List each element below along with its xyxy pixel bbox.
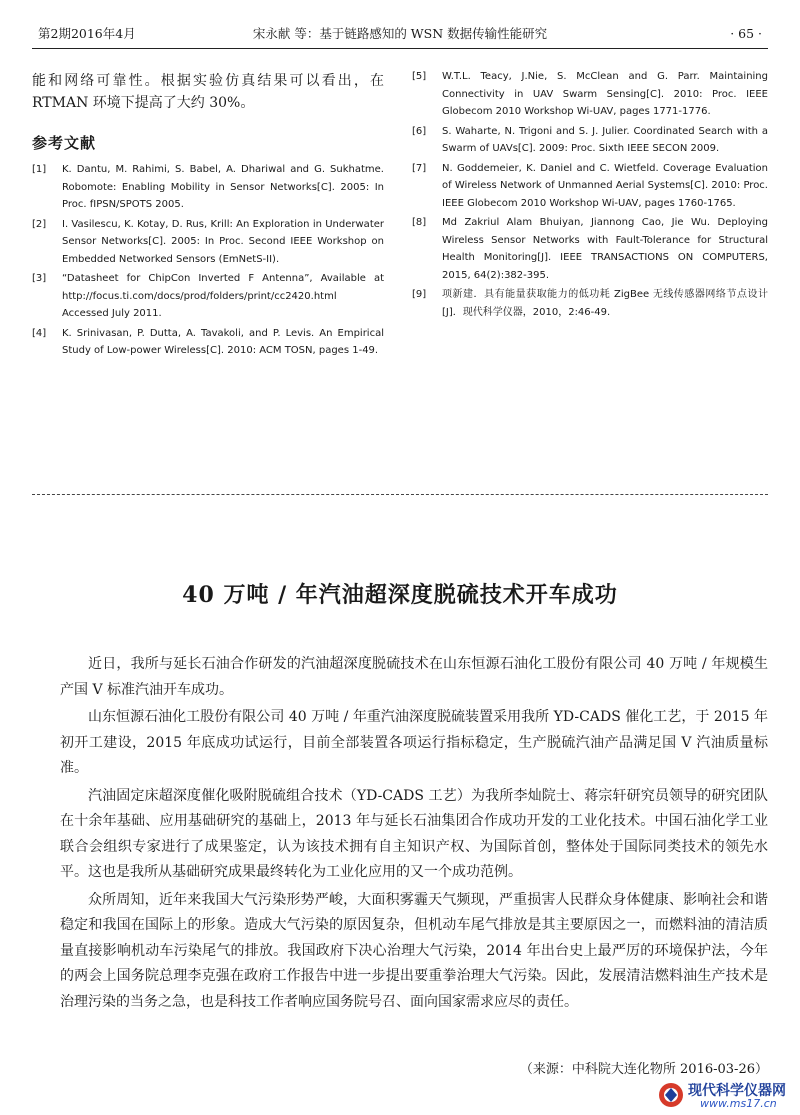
reference-number: [7] bbox=[412, 162, 427, 174]
article-title: 40 万吨 / 年汽油超深度脱硫技术开车成功 bbox=[182, 582, 618, 608]
reference-number: [2] bbox=[32, 218, 47, 230]
reference-number: [8] bbox=[412, 217, 427, 228]
continuation-paragraph: 能和网络可靠性。根据实验仿真结果可以看出，在 RTMAN 环境下提高了大约 30%。 bbox=[32, 73, 384, 111]
article-source: （来源：中科院大连化物所 2016-03-26） bbox=[519, 1062, 768, 1077]
article-paragraph: 近日，我所与延长石油合作研发的汽油超深度脱硫技术在山东恒源石油化工股份有限公司 40 万吨 / 年规模生产国 V 标准汽油开车成功。 bbox=[60, 656, 768, 698]
page-header bbox=[32, 20, 768, 49]
reference-item bbox=[32, 325, 384, 360]
reference-number: [3] bbox=[32, 273, 47, 284]
watermark-url: www.ms17.cn bbox=[700, 1097, 777, 1110]
reference-text: I. Vasilescu, K. Kotay, D. Rus, Krill: An Exploration in Underwater Sensor Networks[C]. 2005: In Proc. Second IEEE Workshop on Embedded Networked Sensors (EmNetS-II). bbox=[62, 218, 384, 265]
site-watermark bbox=[658, 1080, 790, 1110]
reference-number: [9] bbox=[412, 289, 427, 300]
reference-text: 项新建．具有能量获取能力的低功耗 ZigBee 无线传感器网络节点设计 [J]．现代科学仪器，2010，2:46-49. bbox=[442, 289, 768, 318]
article-paragraph: 汽油固定床超深度催化吸附脱硫组合技术（YD-CADS 工艺）为我所李灿院士、蒋宗轩研究员领导的研究团队在十余年基础、应用基础研究的基础上，2013 年与延长石油集团合作成功开发的工业化技术。中国石油化学工业联合会组织专家进行了成果鉴定，认为该技术拥有自主知识产权、为国际首创，整体处于国际同类技术的领先水平。这也是我所从基础研究成果最终转化为工业化应用的又一个成功范例。 bbox=[60, 787, 768, 880]
watermark-site-name: 现代科学仪器网 bbox=[688, 1083, 786, 1099]
left-column bbox=[32, 68, 384, 362]
reference-number: [1] bbox=[32, 164, 47, 175]
references-heading: 参考文献 bbox=[32, 134, 97, 152]
reference-text: “Datasheet for ChipCon Inverted F Antenna”, Available at http://focus.ti.com/docs/prod/folders/print/cc2420.html Accessed July 2011. bbox=[62, 273, 384, 319]
reference-number: [5] bbox=[412, 71, 427, 82]
reference-item bbox=[412, 214, 768, 284]
reference-text: S. Waharte, N. Trigoni and S. J. Julier. Coordinated Search with a Swarm of UAVs[C]. 2009: Proc. Sixth IEEE SECON 2009. bbox=[442, 125, 768, 154]
page-number: · 65 · bbox=[730, 26, 762, 41]
reference-text: W.T.L. Teacy, J.Nie, S. McClean and G. Parr. Maintaining Connectivity in UAV Swarm Sensing[C]. 2010: Proc. IEEE Globecom 2010 Workshop Wi-UAV, pages 1771-1776. bbox=[442, 71, 768, 117]
article-paragraph: 山东恒源石油化工股份有限公司 40 万吨 / 年重汽油深度脱硫装置采用我所 YD-CADS 催化工艺，于 2015 年初开工建设，2015 年底成功试运行，目前全部装置各项运行指标稳定，生产脱硫汽油产品满足国 V 汽油质量标准。 bbox=[60, 709, 768, 776]
reference-text: N. Goddemeier, K. Daniel and C. Wietfeld. Coverage Evaluation of Wireless Network of Unmanned Aerial Systems[C]. 2010: Proc. IEEE Globecom 2010 Workshop Wi-UAV, pages 1760-1765. bbox=[442, 162, 768, 209]
article-body bbox=[60, 652, 768, 1017]
reference-list-left bbox=[32, 161, 384, 360]
watermark-logo-icon bbox=[658, 1082, 684, 1108]
reference-number: [4] bbox=[32, 327, 47, 339]
article-paragraph: 众所周知，近年来我国大气污染形势严峻，大面积雾霾天气频现，严重损害人民群众身体健康、影响社会和谐稳定和我国在国际上的形象。造成大气污染的原因复杂，但机动车尾气排放是其主要原因之一，而燃料油的清洁质量直接影响机动车污染尾气的排放。我国政府下决心治理大气污染，2014 年出台史上最严厉的环境保护法，今年的两会上国务院总理李克强在政府工作报告中进一步提出要重拳治理大气污染。因此，发展清洁燃料油生产技术是治理污染的当务之急，也是科技工作者响应国务院号召、面向国家需求应尽的责任。 bbox=[60, 891, 768, 1010]
reference-text: K. Srinivasan, P. Dutta, A. Tavakoli, and P. Levis. An Empirical Study of Low-power Wireless[C]. 2010: ACM TOSN, pages 1-49. bbox=[62, 327, 384, 356]
running-title: 宋永献 等：基于链路感知的 WSN 数据传输性能研究 bbox=[252, 26, 548, 41]
reference-item bbox=[32, 216, 384, 269]
right-column bbox=[412, 68, 768, 323]
reference-text: Md Zakriul Alam Bhuiyan, Jiannong Cao, Jie Wu. Deploying Wireless Sensor Networks with Fault-Tolerance for Structural Health Monitoring[J]. IEEE TRANSACTIONS ON COMPUTERS, 2015, 64(2):382-395. bbox=[442, 217, 768, 281]
reference-item bbox=[412, 68, 768, 121]
reference-list-right bbox=[412, 68, 768, 321]
reference-item bbox=[412, 123, 768, 158]
reference-item bbox=[412, 160, 768, 213]
reference-text: K. Dantu, M. Rahimi, S. Babel, A. Dhariwal and G. Sukhatme. Robomote: Enabling Mobility in Sensor Networks[C]. 2005: In Proc. fIPSN/SPOTS 2005. bbox=[62, 164, 384, 210]
issue-date: 第2期2016年4月 bbox=[38, 26, 136, 41]
reference-item bbox=[32, 270, 384, 323]
reference-item bbox=[412, 286, 768, 321]
section-divider bbox=[32, 494, 768, 495]
reference-item bbox=[32, 161, 384, 214]
reference-number: [6] bbox=[412, 125, 427, 137]
